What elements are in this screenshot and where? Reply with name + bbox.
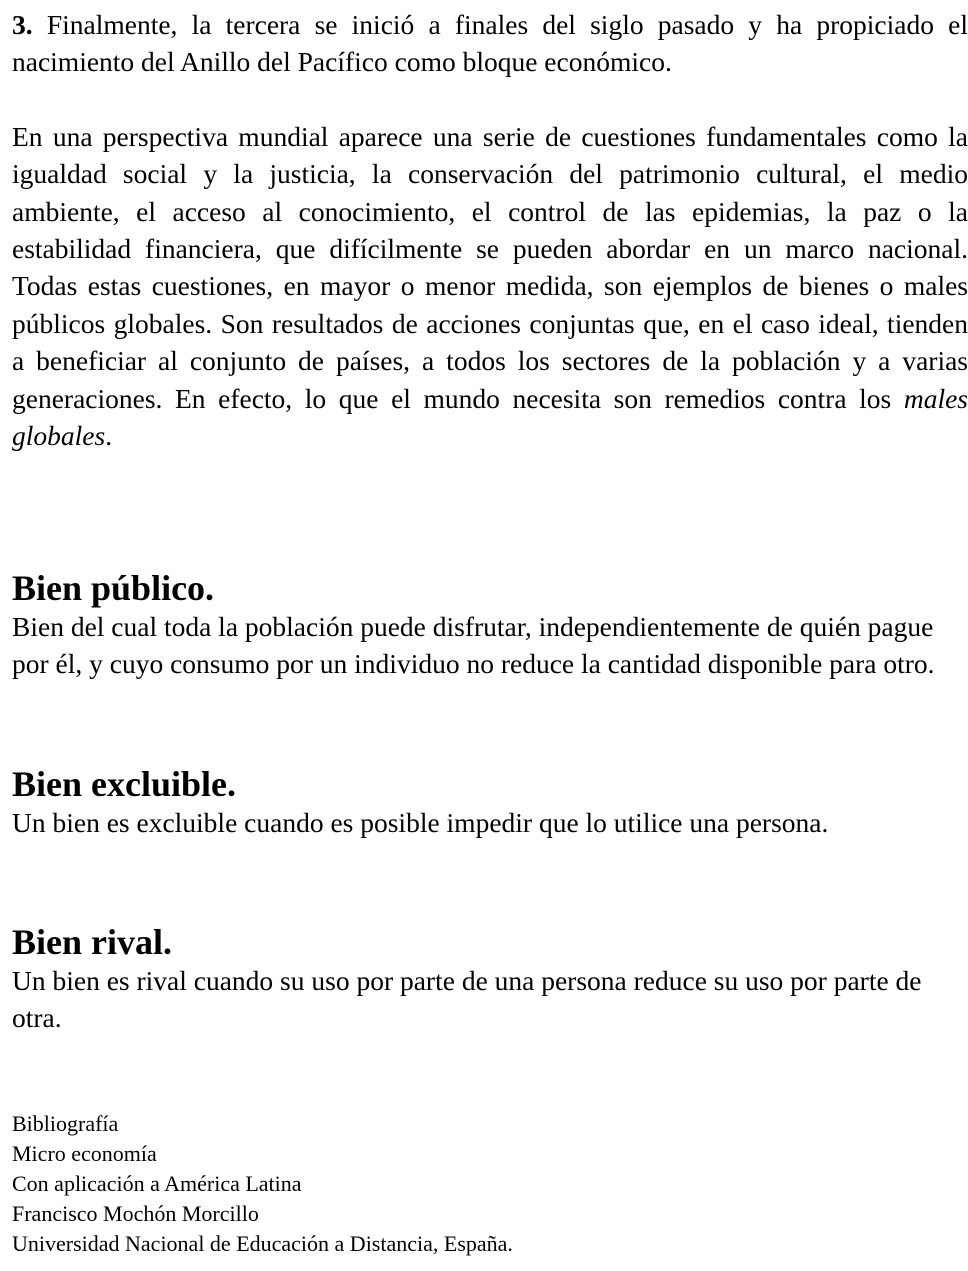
bibliography-book-subtitle: Con aplicación a América Latina xyxy=(12,1171,302,1196)
definition-bien-publico xyxy=(12,568,968,683)
intro-paragraph xyxy=(12,6,968,81)
definition-body: Un bien es excluible cuando es posible impedir que lo utilice una persona. xyxy=(12,807,829,838)
definition-title: Bien rival. xyxy=(12,922,172,962)
intro-text: Finalmente, la tercera se inició a finales del siglo pasado y ha propiciado el nacimiento del Anillo del Pacífico como bloque económico. xyxy=(12,9,968,78)
item-number: 3. xyxy=(12,9,33,40)
definition-body: Bien del cual toda la población puede disfrutar, independientemente de quién pague por él, y cuyo consumo por un individuo no reduce la cantidad disponible para otro. xyxy=(12,611,935,680)
definition-body: Un bien es rival cuando su uso por parte de una persona reduce su uso por parte de otra. xyxy=(12,965,922,1034)
bibliography-publisher: Universidad Nacional de Educación a Distancia, España. xyxy=(12,1231,513,1256)
perspective-ending: . xyxy=(105,420,113,452)
bibliography-heading: Bibliografía xyxy=(12,1111,119,1136)
bibliography-book-title: Micro economía xyxy=(12,1141,157,1166)
bibliography xyxy=(12,1109,513,1259)
perspective-text: En una perspectiva mundial aparece una serie de cuestiones fundamentales como la igualdad social y la justicia, la conservación del patrimonio cultural, el medio ambiente, el acceso al conocimiento, el control de las epidemias, la paz o la estabilidad financiera, que difícilmente se pueden abordar en un marco nacional. Todas estas cuestiones, en mayor o menor medida, son ejemplos de bienes o males públicos globales. Son resultados de acciones conjuntas que, en el caso ideal, tienden a beneficiar al conjunto de países, a todos los sectores de la población y a varias generaciones. En efecto, lo que el mundo necesita son remedios contra los xyxy=(12,120,968,414)
definition-title: Bien excluible. xyxy=(12,764,236,804)
definition-bien-excluible xyxy=(12,764,968,841)
definition-title: Bien público. xyxy=(12,568,215,608)
perspective-paragraph xyxy=(12,118,968,455)
document-page xyxy=(12,6,968,1256)
emphasis-text: males globales xyxy=(12,382,968,452)
definition-bien-rival xyxy=(12,922,968,1037)
bibliography-author: Francisco Mochón Morcillo xyxy=(12,1201,259,1226)
